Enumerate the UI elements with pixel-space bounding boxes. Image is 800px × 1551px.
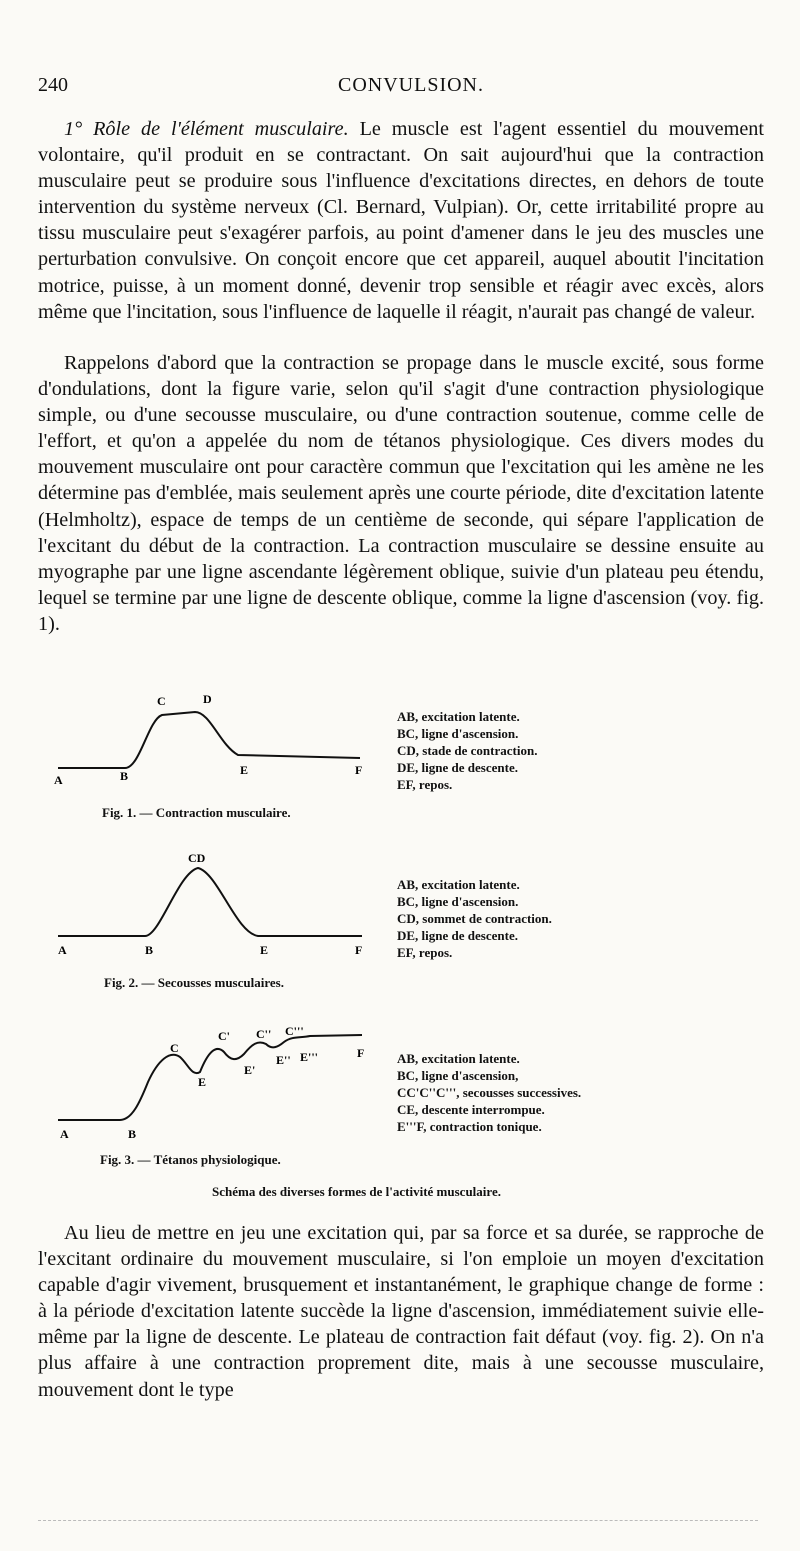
legend-item: DE, ligne de descente. bbox=[397, 928, 518, 943]
fig2-label-a: A bbox=[58, 943, 67, 957]
page-header bbox=[38, 74, 768, 104]
legend-item: CE, descente interrompue. bbox=[397, 1102, 545, 1117]
fig3-label-c2: C'' bbox=[256, 1027, 272, 1041]
footer-rule bbox=[38, 1520, 758, 1521]
fig3-legend bbox=[397, 1050, 581, 1135]
fig3-label-c3: C''' bbox=[285, 1024, 304, 1038]
fig1-label-a: A bbox=[54, 773, 63, 787]
fig3-label-e3: E''' bbox=[300, 1050, 319, 1064]
page-number: 240 bbox=[38, 74, 68, 96]
fig3-label-e: E bbox=[198, 1075, 207, 1089]
fig3-label-f: F bbox=[357, 1046, 365, 1060]
fig1-label-b: B bbox=[120, 769, 129, 783]
fig3-caption: Fig. 3. — Tétanos physiologique. bbox=[100, 1152, 281, 1167]
figure-3 bbox=[0, 1022, 800, 1172]
fig3-label-a: A bbox=[60, 1127, 69, 1141]
fig3-label-b: B bbox=[128, 1127, 137, 1141]
fig3-label-e2: E'' bbox=[276, 1053, 291, 1067]
legend-item: BC, ligne d'ascension. bbox=[397, 726, 519, 741]
paragraph-body: Le muscle est l'agent essentiel du mouvement volontaire, qu'il produit en se contractant. On sait aujourd'hui que la contraction musculaire peut se produire sous l'influence d'excitations directes, en dehors de toute intervention du système nerveux (Cl. Bernard, Vulpian). Or, cette irritabilité propre au tissu musculaire peut s'exagérer parfois, au point d'amener dans le jeu des muscles une perturbation convulsive. On conçoit encore que cet appareil, auquel aboutit l'incitation motrice, puisse, à un moment donné, devenir trop sensible et réagir avec excès, alors même que l'incitation, sous l'influence de laquelle il réagit, n'aurait pas changé de valeur. bbox=[38, 118, 765, 323]
paragraph-contraction: Rappelons d'abord que la contraction se propage dans le muscle excité, sous forme d'ondulations, dont la figure varie, selon qu'il s'agit d'une contraction physiologique simple, ou d'une secousse musculaire, ou d'une contraction soutenue, comme celle de l'effort, et qu'on a appelée du nom de tétanos physiologique. Ces divers modes du mouvement musculaire ont pour caractère commun que l'excitation qui les amène ne les détermine pas d'emblée, mais seulement après une courte période, dite d'excitation latente (Helmholtz), espace de temps de un centième de seconde, qui sépare l'application de l'excitant du début de la contraction. La contraction musculaire se dessine ensuite au myographe par une ligne ascendante légèrement oblique, suivie d'un plateau peu étendu, lequel se termine par une ligne de descente oblique, comme la ligne d'ascension (voy. fig. 1). bbox=[38, 352, 764, 635]
fig2-caption: Fig. 2. — Secousses musculaires. bbox=[104, 975, 284, 990]
fig1-label-c: C bbox=[157, 694, 166, 708]
fig1-legend bbox=[397, 708, 537, 793]
legend-item: E'''F, contraction tonique. bbox=[397, 1119, 542, 1134]
legend-item: AB, excitation latente. bbox=[397, 1051, 520, 1066]
fig3-label-c: C bbox=[170, 1041, 179, 1055]
paragraph-lead: 1° Rôle de l'élément musculaire. bbox=[64, 118, 349, 140]
legend-item: DE, ligne de descente. bbox=[397, 760, 518, 775]
fig3-curve bbox=[58, 1035, 365, 1120]
figure-1 bbox=[0, 690, 800, 825]
legend-item: EF, repos. bbox=[397, 945, 453, 960]
paragraph-muscle-role bbox=[38, 116, 764, 325]
fig1-caption: Fig. 1. — Contraction musculaire. bbox=[102, 805, 291, 820]
fig2-label-e: E bbox=[260, 943, 269, 957]
fig2-legend bbox=[397, 876, 552, 961]
fig3-label-c1: C' bbox=[218, 1029, 230, 1043]
running-title: CONVULSION. bbox=[338, 74, 484, 96]
legend-item: AB, excitation latente. bbox=[397, 709, 520, 724]
fig1-label-d: D bbox=[203, 692, 212, 706]
fig2-label-f: F bbox=[355, 943, 363, 957]
legend-item: CD, stade de contraction. bbox=[397, 743, 538, 758]
fig1-label-e: E bbox=[240, 763, 249, 777]
fig1-label-f: F bbox=[355, 763, 363, 777]
legend-item: AB, excitation latente. bbox=[397, 877, 520, 892]
fig2-label-cd: CD bbox=[188, 851, 206, 865]
fig2-label-b: B bbox=[145, 943, 154, 957]
legend-item: CC'C''C''', secousses successives. bbox=[397, 1085, 582, 1100]
legend-item: EF, repos. bbox=[397, 777, 453, 792]
figure-2 bbox=[0, 848, 800, 993]
paragraph-secousse: Au lieu de mettre en jeu une excitation qui, par sa force et sa durée, se rapproche de l'excitant ordinaire du mouvement musculaire, si l'on emploie un moyen d'excitation capable d'agir vivement, brusquement et instantanément, le graphique change de forme : à la période d'excitation latente succède la ligne d'ascension, immédiatement suivie elle-même par la ligne de descente. Le plateau de contraction fait défaut (voy. fig. 2). On n'a plus affaire à une contraction proprement dite, mais à une secousse musculaire, mouvement dont le type bbox=[38, 1222, 764, 1401]
legend-item: BC, ligne d'ascension. bbox=[397, 894, 519, 909]
fig3-label-e1: E' bbox=[244, 1063, 256, 1077]
fig2-curve bbox=[58, 868, 362, 936]
schema-caption: Schéma des diverses formes de l'activité musculaire. bbox=[212, 1184, 501, 1199]
legend-item: CD, sommet de contraction. bbox=[397, 911, 552, 926]
legend-item: BC, ligne d'ascension, bbox=[397, 1068, 519, 1083]
fig1-curve bbox=[58, 712, 360, 768]
